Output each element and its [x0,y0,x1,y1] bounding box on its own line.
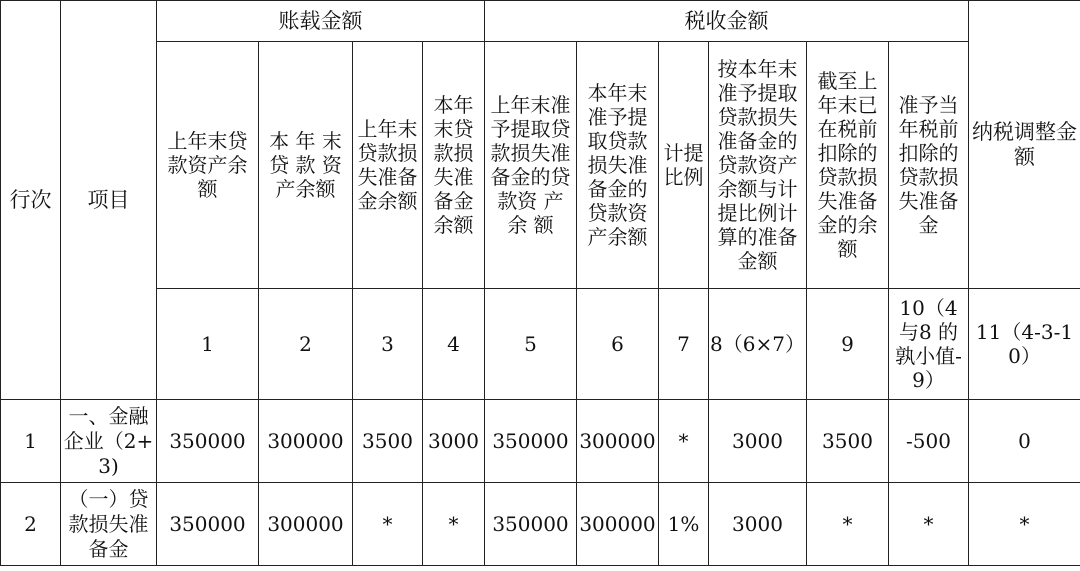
sub-header-col-4: 本年末贷款损失准备金余额 [423,42,485,289]
sub-header-col-5: 上年末准予提取贷款损失准备金的贷款资 产 余 额 [485,42,577,289]
cell-col-10: * [889,483,969,566]
cell-col-11: 0 [969,400,1080,483]
cell-col-9: 3500 [807,400,889,483]
header-item: 项目 [61,1,157,400]
cell-col-1: 350000 [157,400,259,483]
cell-col-4: * [423,483,485,566]
header-book-amount: 账载金额 [157,1,485,42]
row-number: 1 [1,400,61,483]
cell-col-5: 350000 [485,400,577,483]
col-number-9: 9 [807,289,889,400]
header-adjust: 纳税调整金额 [969,1,1080,289]
cell-col-6: 300000 [577,400,659,483]
sub-header-col-2: 本 年 末 贷 款 资 产余额 [259,42,353,289]
row-number: 2 [1,483,61,566]
sub-header-col-8: 按本年末准予提取贷款损失准备金的贷款资产余额与计提比例计算的准备金额 [709,42,807,289]
col-number-5: 5 [485,289,577,400]
sub-header-col-3: 上年末贷款损失准备金余额 [353,42,423,289]
cell-col-4: 3000 [423,400,485,483]
cell-col-8: 3000 [709,483,807,566]
cell-col-3: * [353,483,423,566]
header-row-no: 行次 [1,1,61,400]
col-number-2: 2 [259,289,353,400]
cell-col-9: * [807,483,889,566]
col-number-6: 6 [577,289,659,400]
table-row [1,400,1080,483]
sub-header-col-1: 上年末贷款资产余额 [157,42,259,289]
col-number-8: 8（6×7） [709,289,807,400]
cell-col-1: 350000 [157,483,259,566]
cell-col-2: 300000 [259,400,353,483]
cell-col-11: * [969,483,1080,566]
row-item: 一、金融企业（2+3) [61,400,157,483]
sub-header-col-9: 截至上年末已在税前扣除的贷款损失准备金的余额 [807,42,889,289]
cell-col-3: 3500 [353,400,423,483]
cell-col-7: 1% [659,483,709,566]
col-number-3: 3 [353,289,423,400]
cell-col-6: 300000 [577,483,659,566]
col-number-7: 7 [659,289,709,400]
header-tax-amount: 税收金额 [485,1,969,42]
cell-col-2: 300000 [259,483,353,566]
sub-header-col-6: 本年末准予提取贷款损失准备金的贷款资产余额 [577,42,659,289]
cell-col-10: -500 [889,400,969,483]
col-number-4: 4 [423,289,485,400]
cell-col-7: * [659,400,709,483]
table-row [1,483,1080,566]
col-number-10: 10（4与8 的孰小值-9） [889,289,969,400]
cell-col-5: 350000 [485,483,577,566]
sub-header-col-10: 准予当年税前扣除的贷款损失准备金 [889,42,969,289]
row-item: （一）贷款损失准备金 [61,483,157,566]
sub-header-col-7: 计提比例 [659,42,709,289]
col-number-1: 1 [157,289,259,400]
col-number-11: 11（4-3-10） [969,289,1080,400]
cell-col-8: 3000 [709,400,807,483]
